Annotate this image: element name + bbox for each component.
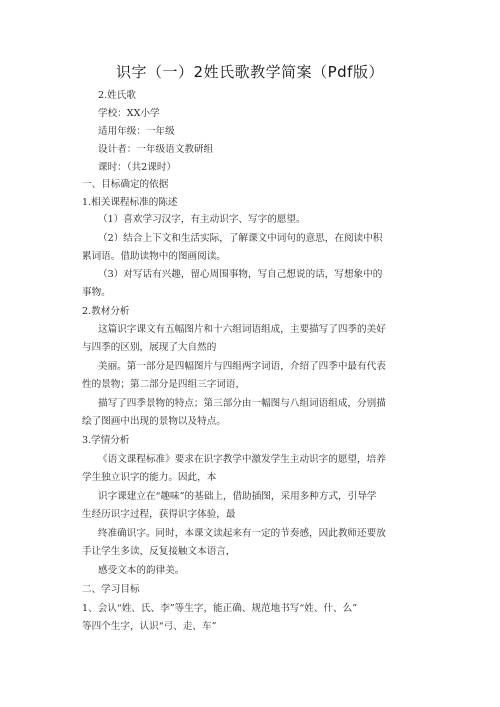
paragraph-line: 累词语。借助读物中的图画阅读。 <box>82 251 226 262</box>
paragraph-line: （1）喜欢学习汉字，有主动识字、写字的愿望。 <box>98 214 306 225</box>
paragraph-line: 生经历识字过程，获得识字体验，最 <box>82 509 236 520</box>
paragraph-line: （2）结合上下文和生活实际，了解课文中词句的意思，在阅读中积 <box>98 233 383 244</box>
subsection-heading-learners: 3.学情分析 <box>82 435 130 446</box>
subsection-heading-textbook: 2.教材分析 <box>82 306 130 317</box>
lesson-name: 2.姓氏歌 <box>98 90 136 101</box>
section-heading-basis: 一、目标确定的依据 <box>82 179 169 190</box>
subsection-heading-standards: 1.相关课程标准的陈述 <box>82 197 178 208</box>
paragraph-line: 终准确识字。同时，本课文读起来有一定的节奏感，因此教师还要放 <box>98 528 386 539</box>
paragraph-line: 与四季的区别，展现了大自然的 <box>82 342 217 353</box>
paragraph-line: 绘了图画中出现的景物以及特点。 <box>82 416 226 427</box>
paragraph-line: 感受文本的韵律美。 <box>98 565 185 576</box>
paragraph-line: 美丽。第一部分是四幅图片与四组两字词语，介绍了四季中最有代表 <box>98 361 386 372</box>
paragraph-line: 描写了四季景物的特点；第三部分由一幅图与八组词语组成，分别描 <box>98 398 386 409</box>
paragraph-line: 这篇识字课文有五幅图片和十六组词语组成，主要描写了四季的美好 <box>98 324 386 335</box>
paragraph-line: （3）对写话有兴趣，留心周围事物，写自己想说的话，写想象中的 <box>98 269 383 280</box>
paragraph-line: 学生独立识字的能力。因此，本 <box>82 472 217 483</box>
document-title: 识字（一）2姓氏歌教学简案（Pdf版） <box>116 63 384 81</box>
section-heading-objectives: 二、学习目标 <box>82 584 140 595</box>
designer-line: 设计者：一年级语文教研组 <box>98 144 214 155</box>
school-line: 学校：XX小学 <box>98 108 160 119</box>
paragraph-line: 等四个生字，认识“弓、走、车” <box>82 621 217 632</box>
paragraph-line: 识字课建立在“趣味”的基础上，借助插图，采用多种方式，引导学 <box>98 491 377 502</box>
paragraph-line: 《语文课程标准》要求在识字教学中激发学生主动识字的愿望，培养 <box>98 454 386 465</box>
paragraph-line: 事物。 <box>82 287 111 298</box>
paragraph-line: 手让学生多读，反复接触文本语言， <box>82 546 236 557</box>
paragraph-line: 1、会认“姓、氏、李”等生字，能正确、规范地书写“姓、什、么” <box>82 603 358 614</box>
grade-line: 适用年级：一年级 <box>98 126 175 137</box>
paragraph-line: 性的景物；第二部分是四组三字词语， <box>82 379 246 390</box>
class-hours-line: 课时：（共2课时） <box>98 162 177 173</box>
